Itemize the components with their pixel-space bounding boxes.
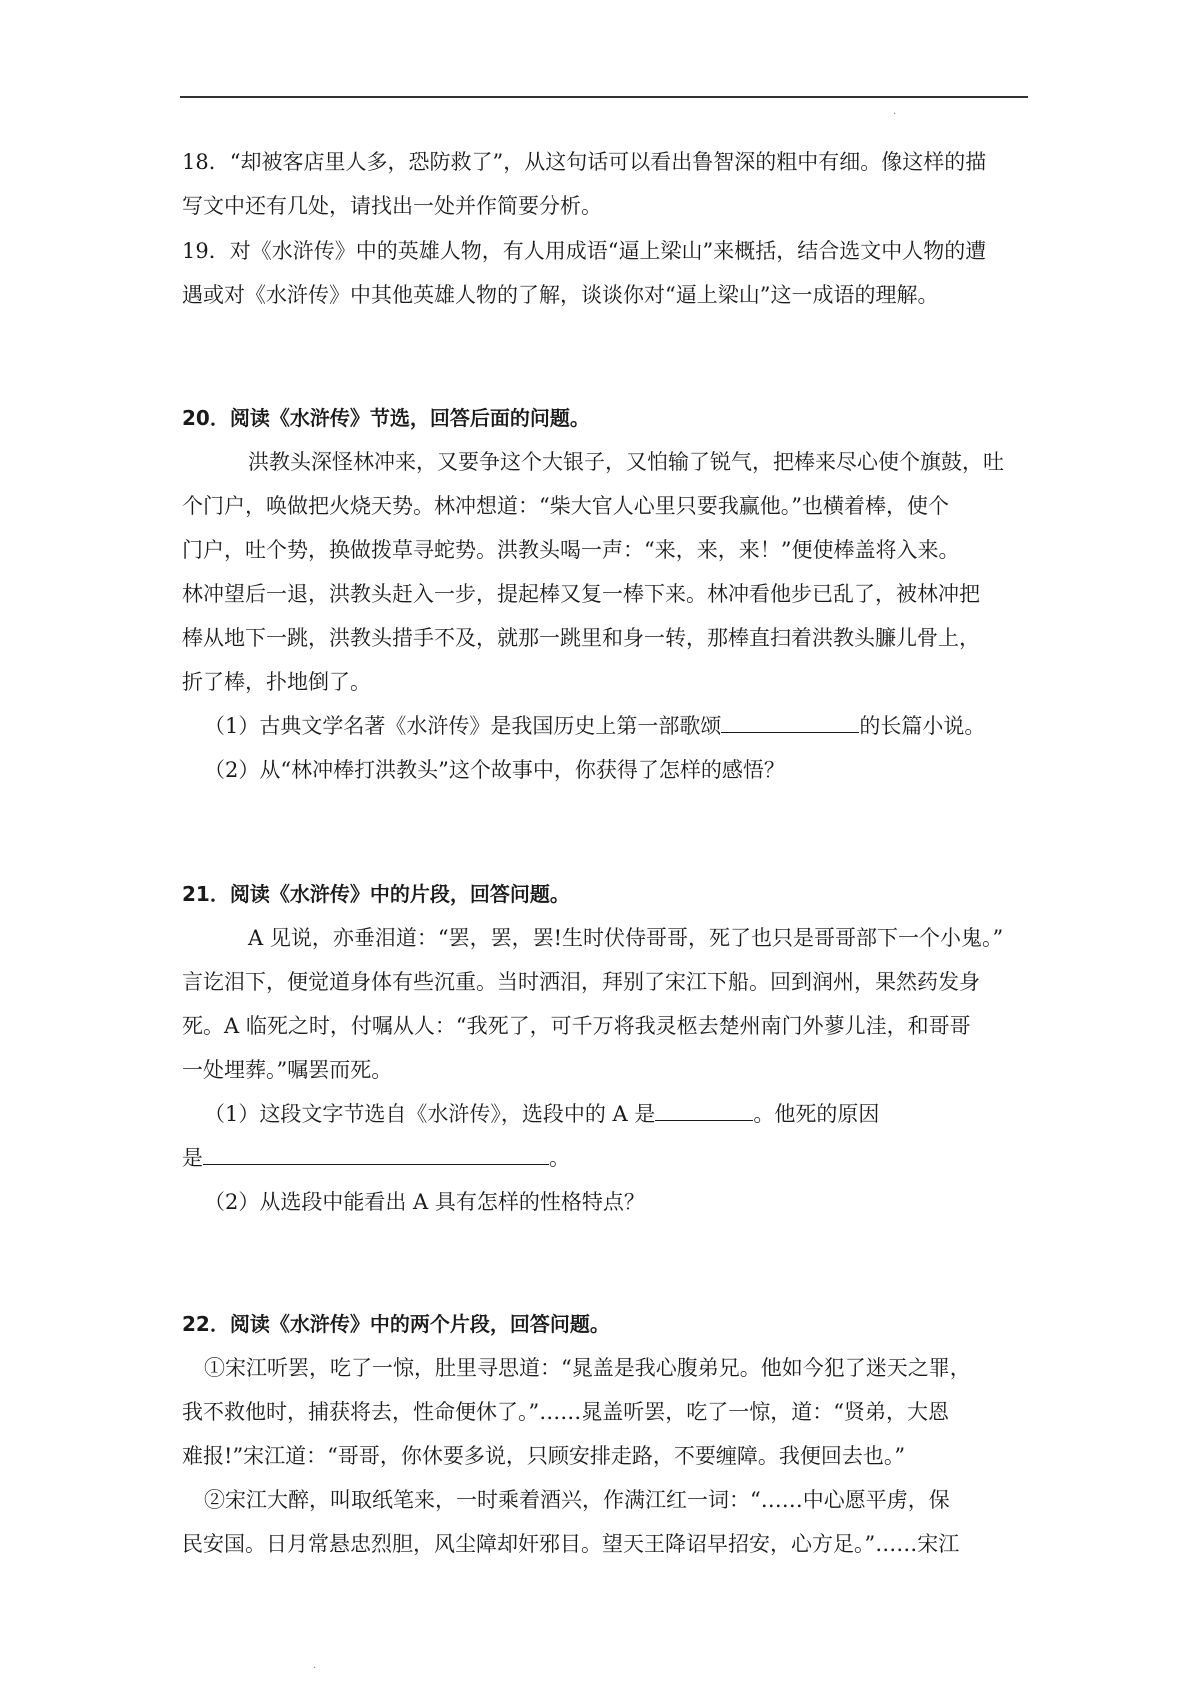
header-mark: . — [893, 106, 897, 117]
q21-sub1-cont — [182, 1142, 570, 1172]
q21-reason-blank[interactable] — [203, 1146, 549, 1165]
q20-sub2: （2）从“林冲棒打洪教头”这个故事中，你获得了怎样的感悟？ — [204, 758, 785, 782]
q21-sub1-lead: 是 — [182, 1146, 203, 1170]
q20-passage-line-3: 门户，吐个势，换做拨草寻蛇势。洪教头喝一声：“来，来，来！”便使棒盖将入来。 — [182, 538, 960, 562]
q20-heading: 20．阅读《水浒传》节选，回答后面的问题。 — [182, 406, 590, 430]
q22-passage-line-4: ②宋江大醉，叫取纸笔来，一时乘着酒兴，作满江红一词：“……中心愿平虏，保 — [204, 1488, 950, 1512]
q19-line-1: 19．对《水浒传》中的英雄人物，有人用成语“逼上梁山”来概括，结合选文中人物的遭 — [182, 239, 987, 263]
q20-passage-line-6: 折了棒，扑地倒了。 — [182, 670, 371, 694]
q21-sub1-text: （1）这段文字节选自《水浒传》，选段中的 A 是 — [204, 1102, 656, 1126]
q19-line-2: 遇或对《水浒传》中其他英雄人物的了解，谈谈你对“逼上梁山”这一成语的理解。 — [182, 283, 939, 307]
q21-passage-line-3: 死。A 临死之时，付嘱从人：“我死了，可千万将我灵柩去楚州南门外蓼儿洼，和哥哥 — [182, 1014, 971, 1038]
q18-line-2: 写文中还有几处，请找出一处并作简要分析。 — [182, 194, 602, 218]
q21-sub1-mid: 。他死的原因 — [753, 1102, 880, 1126]
q20-sub1-text: （1）古典文学名著《水浒传》是我国历史上第一部歌颂 — [204, 714, 722, 738]
q21-name-blank[interactable] — [655, 1102, 753, 1121]
q20-answer-blank[interactable] — [721, 714, 859, 733]
q21-sub2: （2）从选段中能看出 A 具有怎样的性格特点？ — [204, 1190, 645, 1214]
q20-passage-line-1: 洪教头深怪林冲来，又要争这个大银子，又怕输了锐气，把棒来尽心使个旗鼓，吐 — [248, 450, 1004, 474]
q20-passage-line-5: 棒从地下一跳，洪教头措手不及，就那一跳里和身一转，那棒直扫着洪教头臁儿骨上， — [182, 626, 980, 650]
q20-passage-line-2: 个门户，唤做把火烧天势。林冲想道：“柴大官人心里只要我赢他。”也横着棒，使个 — [182, 494, 949, 518]
q21-heading: 21．阅读《水浒传》中的片段，回答问题。 — [182, 882, 570, 906]
q21-passage-line-2: 言讫泪下，便觉道身体有些沉重。当时洒泪，拜别了宋江下船。回到润州，果然药发身 — [182, 970, 980, 994]
q21-sub1 — [204, 1098, 879, 1128]
q22-passage-line-2: 我不救他时，捕获将去，性命便休了。”……晁盖听罢，吃了一惊，道：“贤弟，大恩 — [182, 1400, 949, 1424]
header-rule — [180, 96, 1028, 98]
q18-line-1: 18．“却被客店里人多，恐防救了”，从这句话可以看出鲁智深的粗中有细。像这样的描 — [182, 150, 987, 174]
q21-sub1-end: 。 — [549, 1146, 570, 1170]
q22-passage-line-3: 难报!”宋江道：“哥哥，你休要多说，只顾安排走路，不要缠障。我便回去也。” — [182, 1444, 906, 1468]
q20-sub1 — [204, 710, 985, 740]
footer-mark: . — [313, 1660, 317, 1671]
q21-passage-line-4: 一处埋葬。”嘱罢而死。 — [182, 1058, 393, 1082]
q22-passage-line-1: ①宋江听罢，吃了一惊，肚里寻思道：“晁盖是我心腹弟兄。他如今犯了迷天之罪， — [204, 1356, 971, 1380]
q21-passage-line-1: A 见说，亦垂泪道：“罢，罢，罢!生时伏侍哥哥，死了也只是哥哥部下一个小鬼。” — [248, 926, 1004, 950]
q20-passage-line-4: 林冲望后一退，洪教头赶入一步，提起棒又复一棒下来。林冲看他步已乱了，被林冲把 — [182, 582, 980, 606]
q22-passage-line-5: 民安国。日月常悬忠烈胆，风尘障却奸邪目。望天王降诏早招安，心方足。”……宋江 — [182, 1532, 960, 1556]
q22-heading: 22．阅读《水浒传》中的两个片段，回答问题。 — [182, 1312, 610, 1336]
q20-sub1-tail: 的长篇小说。 — [859, 714, 986, 738]
